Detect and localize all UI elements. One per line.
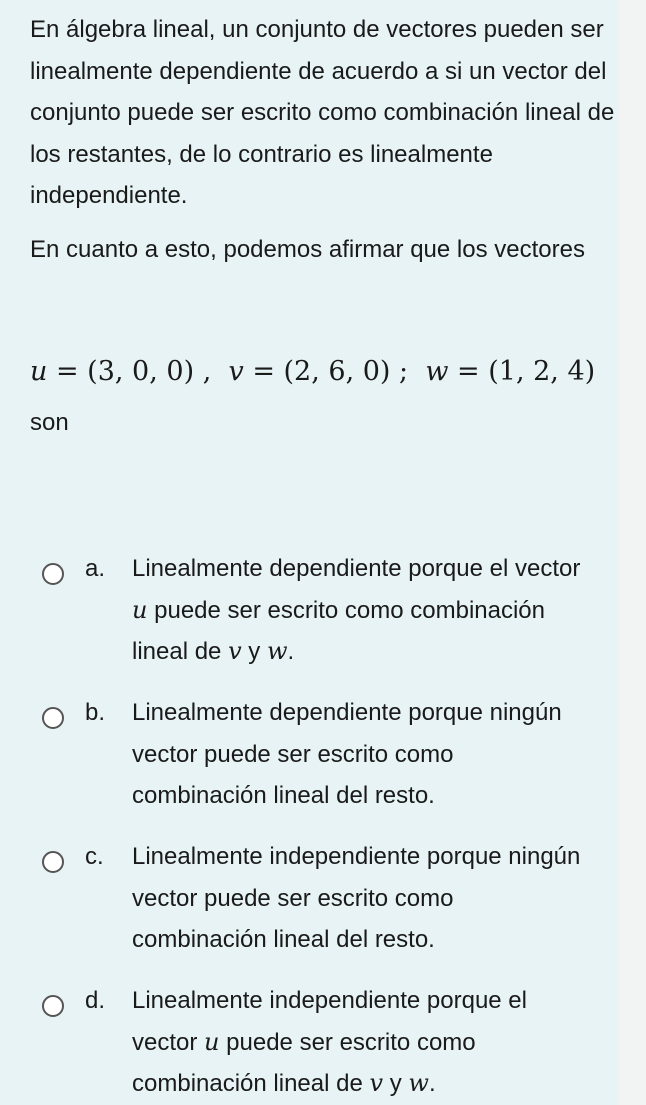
question-text (30, 9, 615, 283)
option-d-text (132, 980, 592, 1105)
option-d-letter: d. (85, 987, 106, 1014)
option-d-text-part: y (383, 1070, 409, 1098)
option-a-text-part: puede ser escrito como combinación lineal de (132, 596, 546, 666)
radio-option-a[interactable] (42, 563, 64, 585)
question-paragraph-1: En álgebra lineal, un conjunto de vectores pueden ser linealmente dependiente de acuerdo a si un vector del conjunto puede ser escrito como combinación lineal de los restantes, de lo contrario es linealmente independiente. (30, 16, 615, 210)
vector-w-label: w (425, 356, 449, 387)
option-b-letter: b. (85, 699, 106, 726)
vector-v-label: v (228, 356, 244, 387)
radio-option-c[interactable] (42, 851, 64, 873)
option-d-text-part: puede ser escrito como combinación lineal de (132, 1028, 476, 1098)
option-a-text (132, 548, 592, 673)
option-a-text-part: . (287, 638, 295, 666)
vector-v-value: = (2, 6, 0) (243, 356, 391, 387)
option-a-text-part: Linealmente dependiente porque el vector (132, 555, 581, 582)
vectors-expression (30, 356, 595, 387)
vector-u-value: = (3, 0, 0) (47, 356, 195, 387)
option-a-var-v: v (228, 637, 242, 666)
radio-option-b[interactable] (42, 707, 64, 729)
vector-u-label: u (30, 356, 48, 387)
option-c-letter: c. (85, 843, 104, 870)
option-a-letter: a. (85, 555, 106, 582)
option-a-text-part: y (241, 638, 267, 666)
option-d-var-u: u (204, 1027, 220, 1056)
right-margin (618, 0, 646, 1105)
option-d-var-v: v (369, 1069, 384, 1098)
option-d-var-w: w (408, 1069, 429, 1098)
option-c-text: Linealmente independiente porque ningún vector puede ser escrito como combinación lineal del resto. (132, 843, 581, 954)
option-d-text-part: . (428, 1070, 436, 1098)
vector-w-value: = (1, 2, 4) (448, 356, 596, 387)
separator-semicolon: ; (390, 356, 426, 387)
option-d-text-part: Linealmente independiente porque el vector (132, 987, 527, 1056)
option-a-var-u: u (132, 595, 148, 624)
separator-comma: , (194, 356, 229, 387)
question-paragraph-2: En cuanto a esto, podemos afirmar que los vectores (30, 235, 585, 263)
option-a-var-w: w (266, 637, 288, 666)
question-tail: son (30, 409, 69, 436)
radio-option-d[interactable] (42, 995, 64, 1017)
option-b-text: Linealmente dependiente porque ningún vector puede ser escrito como combinación lineal del resto. (132, 699, 562, 810)
